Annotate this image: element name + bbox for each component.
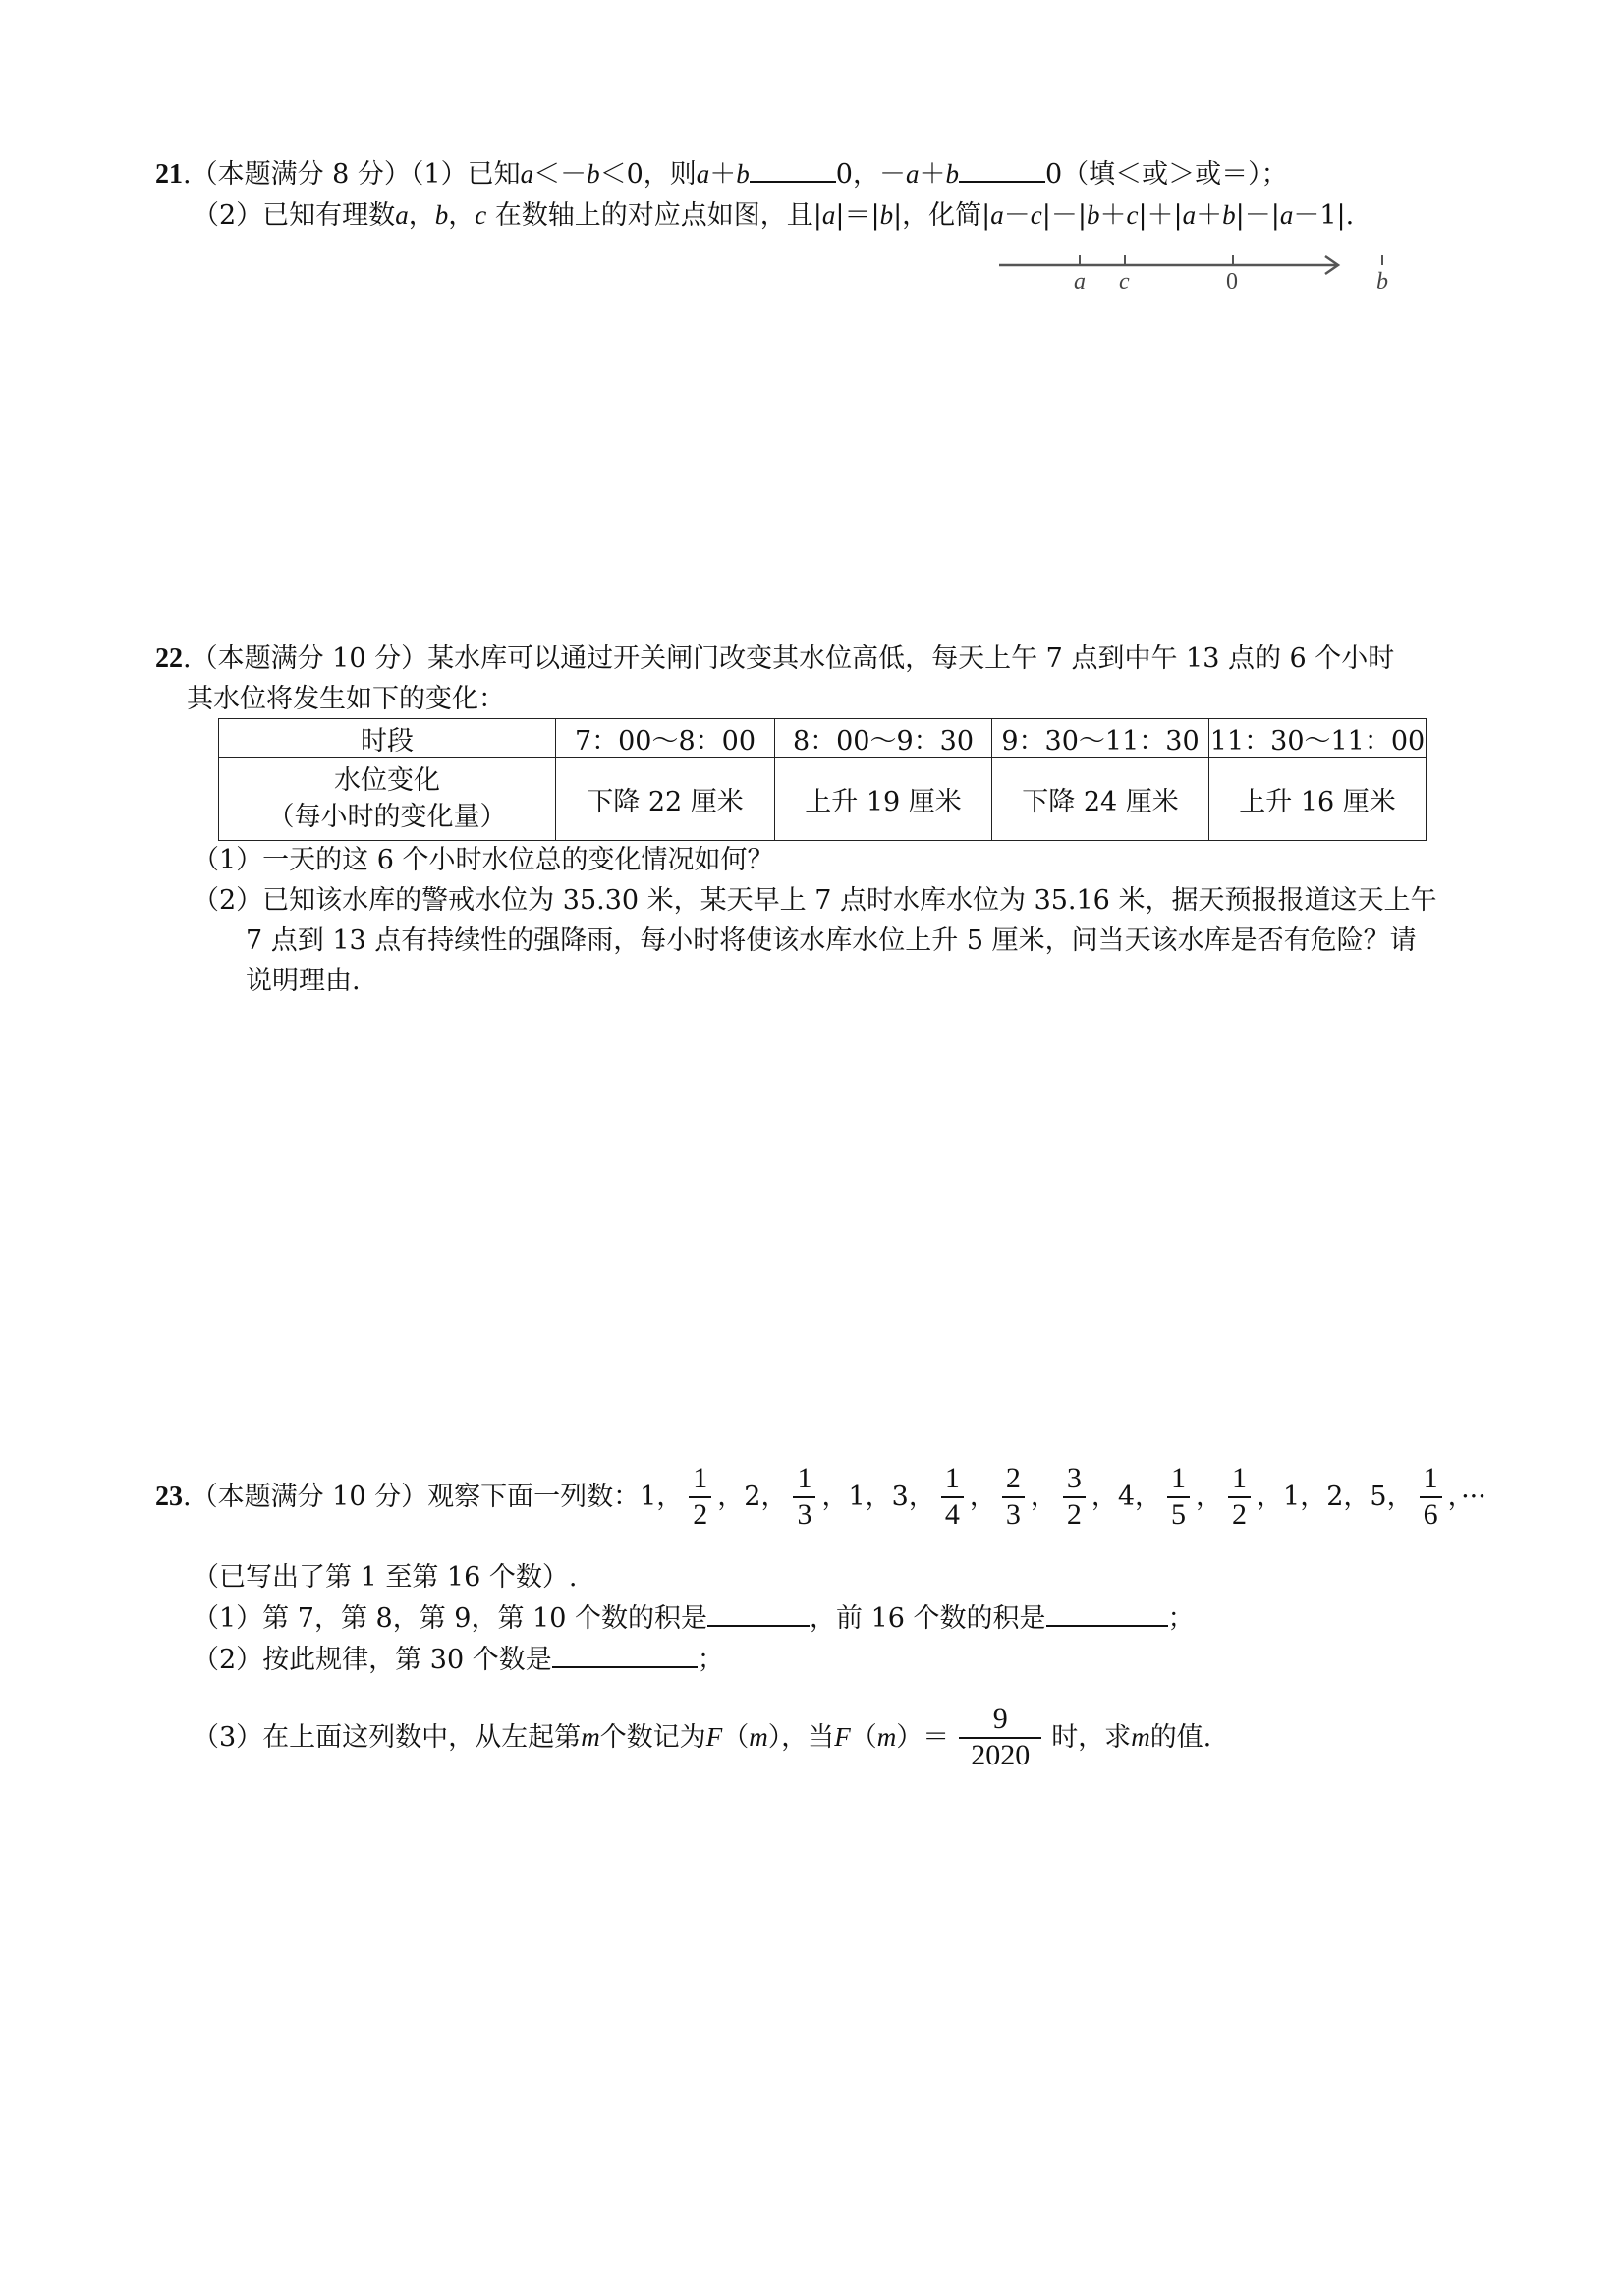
q21-header: .（本题满分 8 分）（1）已知	[183, 159, 521, 190]
fraction-denominator: 2	[1232, 1497, 1248, 1531]
q23-sub3: （3）在上面这列数中，从左起第 m 个数记为 F （ m ），当 F （ m ）＝ $\frac{9}{2020}$ 时，求 m 的值.	[193, 1703, 1212, 1771]
fraction-numerator: 2	[1002, 1462, 1025, 1498]
sequence-text: ，1，3，	[821, 1482, 935, 1512]
label-b: b	[1376, 269, 1388, 295]
question-number: 22	[155, 644, 183, 674]
table-cell: 下降 22 厘米	[556, 758, 775, 841]
q21-line1: 21.（本题满分 8 分）（1）已知a＜－b＜0，则a＋b 0，－a＋b 0（填＜或＞或＝）；	[155, 159, 1288, 190]
table-cell: 9：30～11：30	[992, 719, 1209, 758]
table-row	[219, 758, 1427, 841]
q21-line2: （2）已知有理数a，b，c 在数轴上的对应点如图，且|a|＝|b|，化简|a－c|－|b＋c|＋|a＋b|－|a－1|.	[193, 200, 1355, 231]
sequence-text: ，4，	[1091, 1482, 1162, 1512]
table-row	[219, 719, 1427, 758]
sequence-text: ，2，	[717, 1482, 788, 1512]
sequence-text: ，	[1196, 1482, 1223, 1512]
fraction-numerator: 1	[941, 1462, 964, 1498]
question-number: 21	[155, 159, 183, 190]
answer-blank[interactable]	[707, 1624, 810, 1627]
sequence-fraction	[1002, 1462, 1025, 1532]
sequence-fraction	[941, 1462, 964, 1532]
fraction-numerator: 1	[689, 1462, 711, 1498]
answer-blank[interactable]	[750, 180, 836, 183]
sequence-fraction	[1228, 1462, 1251, 1532]
fraction-numerator: 1	[793, 1462, 815, 1498]
sequence-text: ，···	[1447, 1482, 1486, 1512]
answer-blank[interactable]	[959, 180, 1045, 183]
sequence-text: ，	[1030, 1482, 1057, 1512]
fraction-denominator: 5	[1171, 1497, 1187, 1531]
table-cell: 上升 19 厘米	[775, 758, 992, 841]
sequence-text: 1，	[640, 1482, 684, 1512]
sequence-fraction	[1167, 1462, 1190, 1532]
fraction: $\frac{9}{2020}$	[959, 1703, 1041, 1772]
q22-sub2-line2: 7 点到 13 点有持续性的强降雨，每小时将使该水库水位上升 5 厘米，问当天该水库是否有危险？请	[246, 925, 1417, 956]
water-level-table	[218, 718, 1427, 841]
sequence-fraction	[1063, 1462, 1086, 1532]
q22-sub1: （1）一天的这 6 个小时水位总的变化情况如何？	[193, 845, 774, 875]
fraction-denominator: 4	[944, 1497, 960, 1531]
fraction-numerator: 1	[1228, 1462, 1251, 1498]
q22-line2: 其水位将发生如下的变化：	[187, 684, 505, 714]
q23-note: （已写出了第 1 至第 16 个数）.	[193, 1562, 578, 1593]
fraction-numerator: 1	[1167, 1462, 1190, 1498]
fraction-denominator: 2	[1066, 1497, 1082, 1531]
q23-sub2: （2）按此规律，第 30 个数是 ；	[193, 1645, 724, 1675]
fraction-numerator: 3	[1063, 1462, 1086, 1498]
label-0: 0	[1226, 269, 1238, 295]
table-header-change: 水位变化 （每小时的变化量）	[219, 758, 556, 841]
sequence-fraction	[793, 1462, 815, 1532]
sequence-text: ，	[969, 1482, 996, 1512]
q23-line1: 23 .（本题满分 10 分）观察下面一列数： 1， $\frac{1}{2}$ ，2， $\frac{1}{3}$ ，1，3， $\frac{1}{4}$ ， $\frac{2}{3}$ ， $\frac{3}{2}$ ，4， $\frac{1}{5}$ ， $\frac{1}{2}$ ，1，2，5， $\frac{1}{6}$ ，···	[155, 1462, 1486, 1531]
table-cell: 上升 16 厘米	[1209, 758, 1427, 841]
q22-sub2-line3: 说明理由.	[246, 966, 361, 996]
table-cell: 7：00～8：00	[556, 719, 775, 758]
question-number: 23	[155, 1481, 183, 1512]
fraction-numerator: 1	[1420, 1462, 1442, 1498]
table-header-time: 时段	[219, 719, 556, 758]
fraction-denominator: 6	[1423, 1497, 1438, 1531]
label-a: a	[1074, 269, 1086, 295]
fraction-denominator: 3	[797, 1497, 812, 1531]
answer-blank[interactable]	[1046, 1624, 1168, 1627]
answer-blank[interactable]	[552, 1665, 698, 1668]
fraction-denominator: 3	[1005, 1497, 1021, 1531]
fraction-denominator: 2	[693, 1497, 708, 1531]
q22-line1: 22.（本题满分 10 分）某水库可以通过开关闸门改变其水位高低，每天上午 7 点到中午 13 点的 6 个小时	[155, 644, 1395, 674]
sequence-fraction	[689, 1462, 711, 1532]
table-cell: 8：00～9：30	[775, 719, 992, 758]
q23-sub1: （1）第 7，第 8，第 9，第 10 个数的积是 ，前 16 个数的积是 ；	[193, 1603, 1195, 1634]
sequence-text: ，1，2，5，	[1257, 1482, 1414, 1512]
sequence-fraction	[1420, 1462, 1442, 1532]
table-cell: 11：30～11：00	[1209, 719, 1427, 758]
table-cell: 下降 24 厘米	[992, 758, 1209, 841]
number-line-figure	[997, 248, 1388, 295]
number-sequence	[640, 1462, 1486, 1532]
q22-sub2-line1: （2）已知该水库的警戒水位为 35.30 米，某天早上 7 点时水库水位为 35.16 米，据天预报报道这天上午	[193, 885, 1437, 916]
label-c: c	[1119, 269, 1130, 295]
